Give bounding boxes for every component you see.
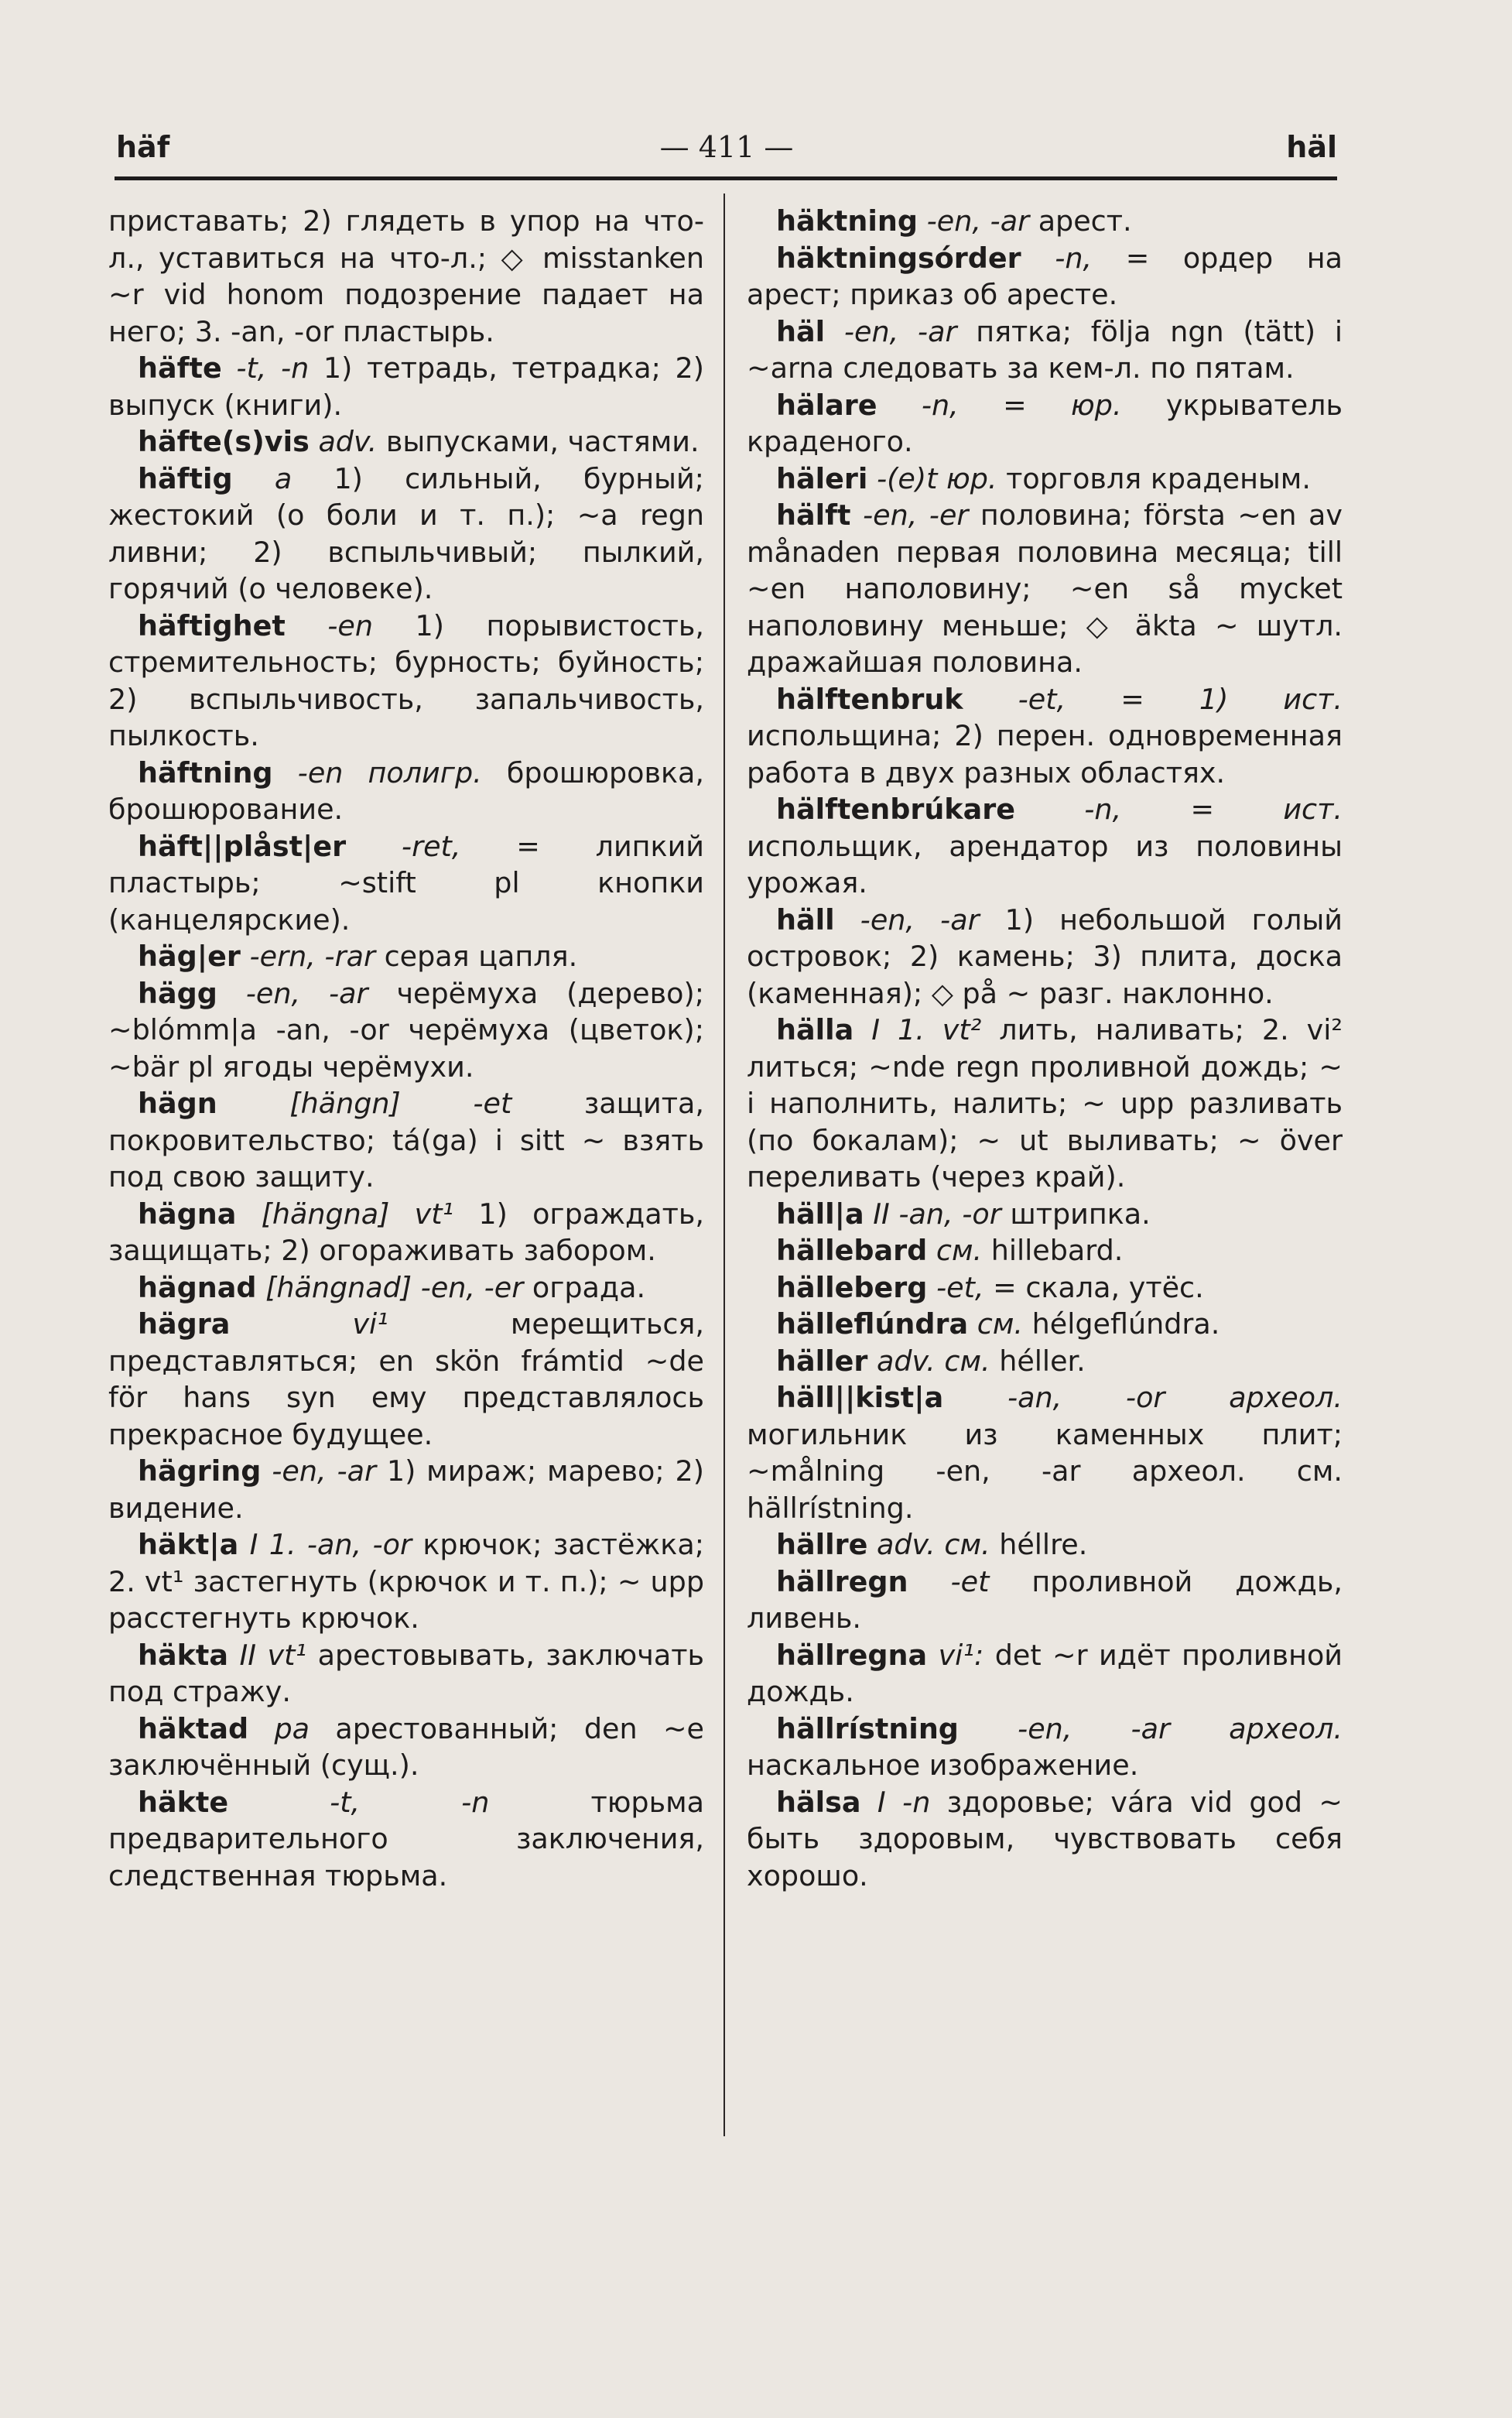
headword: hälleberg (776, 1270, 928, 1304)
dictionary-entry (108, 1085, 704, 1196)
headword: häftig (138, 461, 233, 495)
definition: 1) мираж; марево; 2) видение. (108, 1454, 704, 1525)
definition: ограда. (532, 1270, 646, 1304)
dictionary-entry (747, 1637, 1343, 1711)
dictionary-entry (747, 461, 1343, 498)
headword: hägring (138, 1454, 262, 1488)
headword: häkte (138, 1785, 229, 1819)
definition: 1) порывистость, стремительность; бурность; буйность; 2) вспыльчивость, запальчивость, пылкость. (108, 608, 704, 752)
definition: hillebard. (990, 1234, 1124, 1267)
headword: hägn (138, 1087, 217, 1120)
dictionary-entry (747, 1196, 1343, 1233)
grammar-note: I 1. -an, -or (249, 1528, 412, 1561)
grammar-note: -en полигр. (297, 755, 482, 789)
definition: испольщина; 2) перен. одновременная работа в двух разных областях. (747, 719, 1343, 789)
dictionary-entry (747, 1012, 1343, 1196)
definition: мерещиться, представляться; en skön frámtid ~de för hans syn ему представлялось прекрасное будущее. (108, 1307, 704, 1451)
grammar-note: -(e)t юр. (877, 461, 997, 495)
dictionary-entry (108, 975, 704, 1086)
definition: серая цапля. (384, 940, 578, 973)
definition: арест. (1038, 204, 1132, 238)
dictionary-entry (108, 1711, 704, 1784)
definition: пятка; följa ngn (tätt) i ~arna следовать за кем-л. по пятам. (747, 314, 1343, 385)
dictionary-entry (108, 1453, 704, 1526)
dictionary-entry (108, 1196, 704, 1269)
grammar-note: -an, -or археол. (1007, 1381, 1343, 1414)
grammar-note: adv. см. (877, 1528, 990, 1561)
dictionary-entry (747, 387, 1343, 461)
headword: hällebard (776, 1234, 928, 1267)
grammar-note: [hängn] -et (289, 1087, 512, 1120)
definition: héller. (999, 1344, 1086, 1378)
grammar-note: -ret, = (401, 829, 540, 863)
headword: häg|er (138, 940, 241, 973)
grammar-note: -t, -n (330, 1785, 490, 1819)
grammar-note: II vt¹ (239, 1638, 307, 1672)
grammar-note: -n, = юр. (921, 388, 1122, 422)
definition: 1) сильный, бурный; жестокий (о боли и т. п.); ~a regn ливни; 2) вспыльчивый; пылкий, горячий (о человеке). (108, 461, 704, 605)
dictionary-entry (108, 828, 704, 939)
definition: половина; första ~en av månaden первая половина месяца; till ~en наполовину; ~en så mycket наполовину меньше; ◇ äkta ~ шутл. дражайшая половина. (747, 498, 1343, 679)
headword: hälft (776, 498, 851, 532)
definition: брошюровка, брошюрование. (108, 755, 705, 826)
headword: hägg (138, 976, 217, 1010)
dictionary-entry (747, 497, 1343, 681)
grammar-note: -en, -ar археол. (1018, 1711, 1343, 1745)
page-header (116, 130, 1337, 176)
grammar-note: -en, -ar (860, 902, 980, 937)
dictionary-entry (747, 240, 1343, 313)
definition: 1) небольшой голый островок; 2) камень; 3) плита, доска (каменная); ◇ på ~ разг. наклонно. (747, 902, 1343, 1010)
headword: hälsa (776, 1785, 861, 1819)
dictionary-entry (747, 203, 1343, 240)
headword: häftning (138, 755, 273, 789)
dictionary-entry (108, 461, 704, 608)
headword: hägra (138, 1307, 231, 1341)
headword: häfte (138, 351, 222, 385)
definition: укрыватель краденого. (747, 388, 1343, 458)
definition: проливной дождь, ливень. (747, 1564, 1343, 1635)
headword: hälla (776, 1013, 854, 1046)
definition: могильник из каменных плит; ~målning -en, -ar археол. см. hällrístning. (747, 1417, 1343, 1525)
grammar-note: -en, -er (862, 498, 969, 532)
dictionary-entry (747, 1711, 1343, 1784)
grammar-note: I 1. vt² (871, 1013, 982, 1046)
headword: häkt|a (138, 1528, 239, 1561)
grammar-note: vi¹ (352, 1307, 388, 1341)
definition: héllre. (999, 1528, 1088, 1561)
definition: крючок; застёжка; 2. vt¹ застегнуть (крючок и т. п.); ~ upp расстегнуть крючок. (108, 1528, 704, 1635)
definition: det ~r идёт проливной дождь. (747, 1638, 1343, 1708)
header-right-guideword: häl (1286, 130, 1337, 164)
definition: липкий пластырь; ~stift pl кнопки (канцелярские). (108, 829, 705, 937)
header-rule (115, 176, 1337, 180)
dictionary-entry (108, 423, 704, 461)
dictionary-entry (747, 1269, 1343, 1307)
dictionary-entry (108, 755, 704, 828)
right-column (747, 203, 1343, 1894)
grammar-note: см. (977, 1307, 1024, 1341)
headword: hälleflúndra (776, 1307, 969, 1341)
dictionary-entry (108, 938, 704, 975)
headword: häft||plåst|er (138, 829, 347, 863)
dictionary-entry (108, 1269, 704, 1307)
grammar-note: -n, = ист. (1084, 793, 1343, 826)
grammar-note: I -n (877, 1785, 931, 1819)
headword: hägna (138, 1197, 237, 1231)
headword: häll||kist|a (776, 1381, 944, 1414)
headword: hällre (776, 1528, 868, 1561)
headword: hägnad (138, 1270, 257, 1304)
headword: hälftenbrúkare (776, 793, 1015, 826)
definition: защита, покровительство; tá(ga) i sitt ~ взять под свою защиту. (108, 1087, 704, 1194)
headword: hälare (776, 388, 877, 422)
headword: häleri (776, 461, 868, 495)
headword: hällrístning (776, 1711, 959, 1745)
definition: выпусками, частями. (385, 425, 700, 458)
definition: 1) ограждать, защищать; 2) огораживать забором. (108, 1197, 704, 1267)
definition: арестовывать, заключать под стражу. (108, 1638, 704, 1708)
grammar-note: [hängna] vt¹ (261, 1197, 454, 1231)
grammar-note: -en (327, 608, 374, 642)
grammar-note: -en, -ar (926, 204, 1030, 238)
headword: häktad (138, 1711, 249, 1745)
headword: häfte(s)vis (138, 425, 310, 458)
dictionary-entry (747, 1232, 1343, 1269)
definition: ордер на арест; приказ об аресте. (747, 241, 1343, 311)
headword: häftighet (138, 608, 286, 642)
headword: hällregna (776, 1638, 928, 1672)
grammar-note: vi¹: (938, 1638, 984, 1672)
grammar-note: II -an, -or (873, 1197, 1001, 1231)
definition: лить, наливать; 2. vi² литься; ~nde regn проливной дождь; ~ i наполнить, налить; ~ upp разливать (по бокалам); ~ ut выливать; ~ över переливать (через край). (747, 1013, 1343, 1194)
dictionary-entry (747, 1563, 1343, 1637)
definition: тюрьма предварительного заключения, следственная тюрьма. (108, 1785, 705, 1892)
grammar-note: -n, = (1055, 241, 1150, 275)
dictionary-entry (108, 1306, 704, 1453)
definition: скала, утёс. (1025, 1270, 1204, 1304)
definition: испольщик, арендатор из половины урожая. (747, 829, 1343, 899)
dictionary-entry (108, 608, 704, 755)
dictionary-entry (747, 1343, 1343, 1380)
grammar-note: -en, -ar (843, 314, 957, 348)
header-left-guideword: häf (116, 130, 170, 164)
definition: черёмуха (дерево); ~blómm|a -an, -or черёмуха (цветок); ~bär pl ягоды черёмухи. (108, 976, 705, 1084)
dictionary-entry (108, 350, 704, 423)
headword: häl (776, 314, 826, 348)
dictionary-entry: приставать; 2) глядеть в упор на что-л., уставиться на что-л.; ◇ misstanken ~r vid honom подозрение падает на него; 3. -an, -or пластырь. (108, 204, 704, 348)
definition: 1) тетрадь, тетрадка; 2) выпуск (книги). (108, 351, 704, 422)
column-divider (724, 194, 725, 2136)
grammar-note: adv. см. (877, 1344, 990, 1378)
dictionary-entry (108, 1784, 704, 1895)
grammar-note: pa (274, 1711, 310, 1745)
definition: hélgeflúndra. (1031, 1307, 1220, 1341)
headword: hällregn (776, 1564, 908, 1598)
dictionary-entry (747, 1784, 1343, 1895)
grammar-note: -en, -ar (272, 1454, 376, 1488)
dictionary-entry (747, 1379, 1343, 1526)
headword: häll|a (776, 1197, 864, 1231)
dictionary-entry (747, 902, 1343, 1012)
headword: häll (776, 902, 835, 937)
dictionary-entry (108, 1526, 704, 1637)
definition: арестованный; den ~e заключённый (сущ.). (108, 1711, 704, 1782)
dictionary-entry (108, 1637, 704, 1711)
definition: здоровье; vára vid god ~ быть здоровым, чувствовать себя хорошо. (747, 1785, 1343, 1892)
page-number: — 411 — (659, 130, 794, 164)
dictionary-entry (747, 313, 1343, 387)
dictionary-entry (747, 1526, 1343, 1563)
grammar-note: -t, -n (236, 351, 310, 385)
grammar-note: -ern, -rar (249, 940, 375, 973)
definition: наскальное изображение. (747, 1748, 1139, 1782)
definition: штрипка. (1010, 1197, 1151, 1231)
dictionary-entry (747, 681, 1343, 792)
grammar-note: a (274, 461, 292, 495)
grammar-note: adv. (318, 425, 378, 458)
grammar-note: -et (950, 1564, 990, 1598)
headword: häller (776, 1344, 868, 1378)
headword: häktningsórder (776, 241, 1021, 275)
dictionary-entry (747, 791, 1343, 902)
grammar-note: -et, = (936, 1270, 1017, 1304)
left-column (108, 203, 704, 1894)
grammar-note: -et, = 1) ист. (1018, 682, 1343, 716)
definition: торговля краденым. (1006, 461, 1311, 495)
headword: häktning (776, 204, 918, 238)
grammar-note: см. (936, 1234, 983, 1267)
headword: häkta (138, 1638, 228, 1672)
grammar-note: [hängnad] -en, -er (265, 1270, 524, 1304)
grammar-note: -en, -ar (245, 976, 368, 1010)
dictionary-entry (747, 1306, 1343, 1343)
headword: hälftenbruk (776, 682, 963, 716)
